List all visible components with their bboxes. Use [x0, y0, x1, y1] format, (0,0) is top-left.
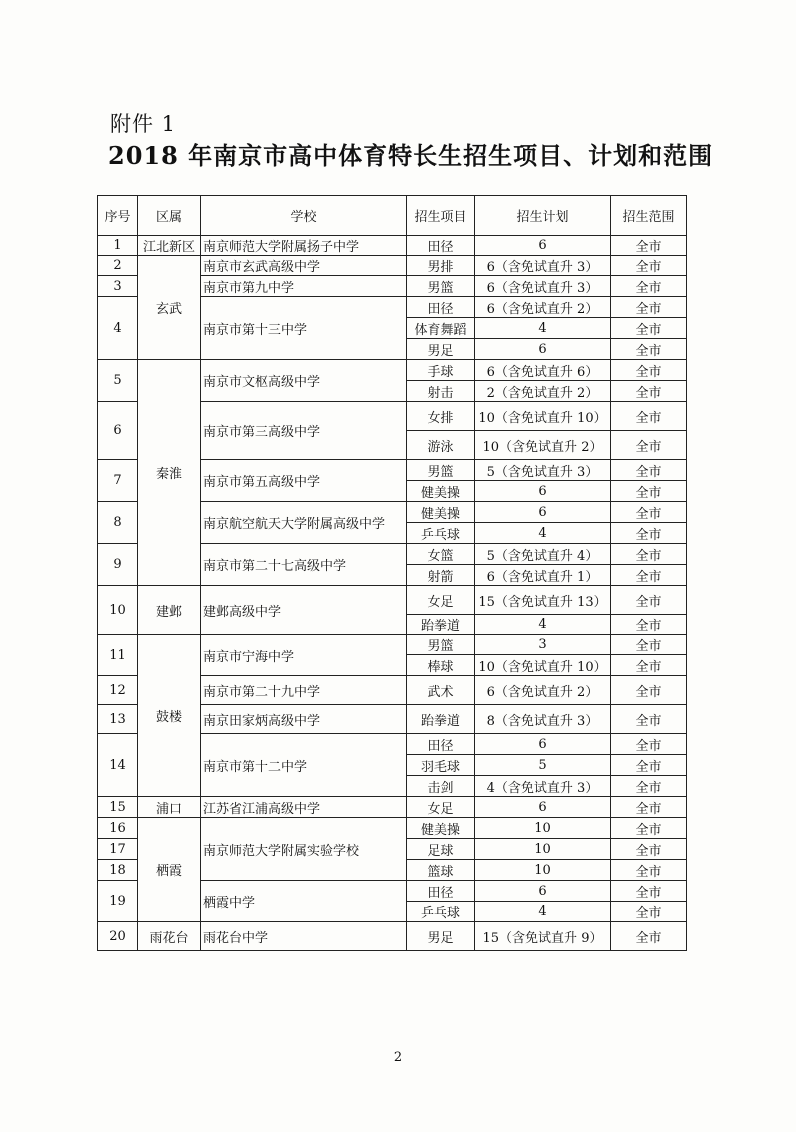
school-cell: 南京市第九中学 [201, 276, 407, 297]
scope-cell: 全市 [611, 881, 687, 902]
school-cell: 雨花台中学 [201, 922, 407, 951]
plan-cell: 10 [475, 818, 611, 839]
district-cell: 浦口 [138, 797, 201, 818]
row-number-cell: 16 [98, 818, 138, 839]
plan-cell: 6 [475, 881, 611, 902]
row-number-cell: 2 [98, 256, 138, 276]
sport-cell: 健美操 [407, 481, 475, 502]
column-header-no: 序号 [98, 196, 138, 236]
scope-cell: 全市 [611, 276, 687, 297]
scope-cell: 全市 [611, 502, 687, 523]
row-number-cell: 13 [98, 705, 138, 734]
plan-cell: 6（含免试直升 3） [475, 256, 611, 276]
column-header-school: 学校 [201, 196, 407, 236]
table-row [98, 635, 687, 655]
plan-cell: 10 [475, 839, 611, 860]
school-cell: 栖霞中学 [201, 881, 407, 922]
sport-cell: 棒球 [407, 655, 475, 676]
table-row [98, 922, 687, 951]
table-row [98, 360, 687, 381]
row-number-cell: 19 [98, 881, 138, 922]
scope-cell: 全市 [611, 460, 687, 481]
sport-cell: 射击 [407, 381, 475, 402]
school-cell: 南京市第三高级中学 [201, 402, 407, 460]
sport-cell: 跆拳道 [407, 615, 475, 635]
school-cell: 南京市文枢高级中学 [201, 360, 407, 402]
plan-cell: 5（含免试直升 3） [475, 460, 611, 481]
row-number-cell: 14 [98, 734, 138, 797]
sport-cell: 女排 [407, 402, 475, 431]
district-cell: 栖霞 [138, 818, 201, 922]
table-row [98, 818, 687, 839]
district-cell: 建邺 [138, 586, 201, 635]
plan-cell: 2（含免试直升 2） [475, 381, 611, 402]
sport-cell: 田径 [407, 236, 475, 256]
column-header-plan: 招生计划 [475, 196, 611, 236]
sport-cell: 女足 [407, 586, 475, 615]
plan-cell: 6 [475, 236, 611, 256]
row-number-cell: 11 [98, 635, 138, 676]
row-number-cell: 4 [98, 297, 138, 360]
scope-cell: 全市 [611, 236, 687, 256]
scope-cell: 全市 [611, 523, 687, 544]
row-number-cell: 7 [98, 460, 138, 502]
sport-cell: 田径 [407, 297, 475, 318]
plan-cell: 6 [475, 734, 611, 755]
scope-cell: 全市 [611, 544, 687, 565]
sport-cell: 男足 [407, 339, 475, 360]
scope-cell: 全市 [611, 381, 687, 402]
column-header-sport: 招生项目 [407, 196, 475, 236]
scope-cell: 全市 [611, 402, 687, 431]
sport-cell: 健美操 [407, 502, 475, 523]
school-cell: 建邺高级中学 [201, 586, 407, 635]
column-header-district: 区属 [138, 196, 201, 236]
district-cell: 雨花台 [138, 922, 201, 951]
sport-cell: 篮球 [407, 860, 475, 881]
plan-cell: 10（含免试直升 2） [475, 431, 611, 460]
row-number-cell: 20 [98, 922, 138, 951]
district-cell: 玄武 [138, 256, 201, 360]
sport-cell: 射箭 [407, 565, 475, 586]
plan-cell: 15（含免试直升 9） [475, 922, 611, 951]
scope-cell: 全市 [611, 839, 687, 860]
table-row [98, 586, 687, 615]
row-number-cell: 17 [98, 839, 138, 860]
plan-cell: 10（含免试直升 10） [475, 402, 611, 431]
scope-cell: 全市 [611, 360, 687, 381]
page-number: 2 [393, 1050, 403, 1065]
plan-cell: 4 [475, 902, 611, 922]
row-number-cell: 18 [98, 860, 138, 881]
sport-cell: 手球 [407, 360, 475, 381]
scope-cell: 全市 [611, 860, 687, 881]
scope-cell: 全市 [611, 431, 687, 460]
school-cell: 南京师范大学附属实验学校 [201, 818, 407, 881]
scope-cell: 全市 [611, 797, 687, 818]
plan-cell: 4 [475, 523, 611, 544]
scope-cell: 全市 [611, 635, 687, 655]
plan-cell: 15（含免试直升 13） [475, 586, 611, 615]
plan-cell: 4 [475, 615, 611, 635]
school-cell: 南京市第五高级中学 [201, 460, 407, 502]
sport-cell: 田径 [407, 881, 475, 902]
sport-cell: 男足 [407, 922, 475, 951]
plan-cell: 3 [475, 635, 611, 655]
plan-cell: 6（含免试直升 2） [475, 297, 611, 318]
scope-cell: 全市 [611, 655, 687, 676]
sport-cell: 男篮 [407, 276, 475, 297]
plan-cell: 10（含免试直升 10） [475, 655, 611, 676]
row-number-cell: 6 [98, 402, 138, 460]
row-number-cell: 15 [98, 797, 138, 818]
row-number-cell: 1 [98, 236, 138, 256]
sport-cell: 男排 [407, 256, 475, 276]
plan-cell: 6（含免试直升 2） [475, 676, 611, 705]
school-cell: 南京市第二十九中学 [201, 676, 407, 705]
scope-cell: 全市 [611, 297, 687, 318]
sport-cell: 武术 [407, 676, 475, 705]
row-number-cell: 5 [98, 360, 138, 402]
sport-cell: 体育舞蹈 [407, 318, 475, 339]
row-number-cell: 10 [98, 586, 138, 635]
table-row [98, 797, 687, 818]
plan-cell: 4（含免试直升 3） [475, 776, 611, 797]
table-row [98, 256, 687, 276]
table-body [98, 236, 687, 951]
plan-cell: 6（含免试直升 6） [475, 360, 611, 381]
school-cell: 南京市第十三中学 [201, 297, 407, 360]
plan-cell: 4 [475, 318, 611, 339]
sport-cell: 男篮 [407, 460, 475, 481]
scope-cell: 全市 [611, 705, 687, 734]
admission-table [97, 195, 687, 951]
plan-cell: 10 [475, 860, 611, 881]
district-cell: 鼓楼 [138, 635, 201, 797]
sport-cell: 乒乓球 [407, 523, 475, 544]
scope-cell: 全市 [611, 818, 687, 839]
sport-cell: 女足 [407, 797, 475, 818]
district-cell: 江北新区 [138, 236, 201, 256]
sport-cell: 羽毛球 [407, 755, 475, 776]
row-number-cell: 12 [98, 676, 138, 705]
scope-cell: 全市 [611, 481, 687, 502]
plan-cell: 6（含免试直升 1） [475, 565, 611, 586]
scope-cell: 全市 [611, 318, 687, 339]
scope-cell: 全市 [611, 734, 687, 755]
school-cell: 南京市第十二中学 [201, 734, 407, 797]
school-cell: 南京师范大学附属扬子中学 [201, 236, 407, 256]
plan-cell: 6 [475, 339, 611, 360]
table-row [98, 236, 687, 256]
attachment-label: 附件 1 [110, 112, 177, 136]
scope-cell: 全市 [611, 902, 687, 922]
scope-cell: 全市 [611, 922, 687, 951]
scope-cell: 全市 [611, 755, 687, 776]
sport-cell: 足球 [407, 839, 475, 860]
scope-cell: 全市 [611, 676, 687, 705]
scope-cell: 全市 [611, 256, 687, 276]
sport-cell: 田径 [407, 734, 475, 755]
scope-cell: 全市 [611, 615, 687, 635]
sport-cell: 游泳 [407, 431, 475, 460]
scope-cell: 全市 [611, 586, 687, 615]
school-cell: 南京市宁海中学 [201, 635, 407, 676]
plan-cell: 6（含免试直升 3） [475, 276, 611, 297]
plan-cell: 8（含免试直升 3） [475, 705, 611, 734]
sport-cell: 跆拳道 [407, 705, 475, 734]
row-number-cell: 8 [98, 502, 138, 544]
district-cell: 秦淮 [138, 360, 201, 586]
sport-cell: 击剑 [407, 776, 475, 797]
school-cell: 南京市第二十七高级中学 [201, 544, 407, 586]
plan-cell: 6 [475, 502, 611, 523]
row-number-cell: 3 [98, 276, 138, 297]
scope-cell: 全市 [611, 565, 687, 586]
school-cell: 南京田家炳高级中学 [201, 705, 407, 734]
sport-cell: 乒乓球 [407, 902, 475, 922]
school-cell: 南京航空航天大学附属高级中学 [201, 502, 407, 544]
school-cell: 南京市玄武高级中学 [201, 256, 407, 276]
school-cell: 江苏省江浦高级中学 [201, 797, 407, 818]
plan-cell: 6 [475, 481, 611, 502]
sport-cell: 男篮 [407, 635, 475, 655]
row-number-cell: 9 [98, 544, 138, 586]
plan-cell: 5 [475, 755, 611, 776]
scope-cell: 全市 [611, 339, 687, 360]
table-header-row [98, 196, 687, 236]
sport-cell: 健美操 [407, 818, 475, 839]
plan-cell: 5（含免试直升 4） [475, 544, 611, 565]
column-header-scope: 招生范围 [611, 196, 687, 236]
document-title: 2018 年南京市高中体育特长生招生项目、计划和范围 [108, 141, 714, 170]
scope-cell: 全市 [611, 776, 687, 797]
plan-cell: 6 [475, 797, 611, 818]
sport-cell: 女篮 [407, 544, 475, 565]
